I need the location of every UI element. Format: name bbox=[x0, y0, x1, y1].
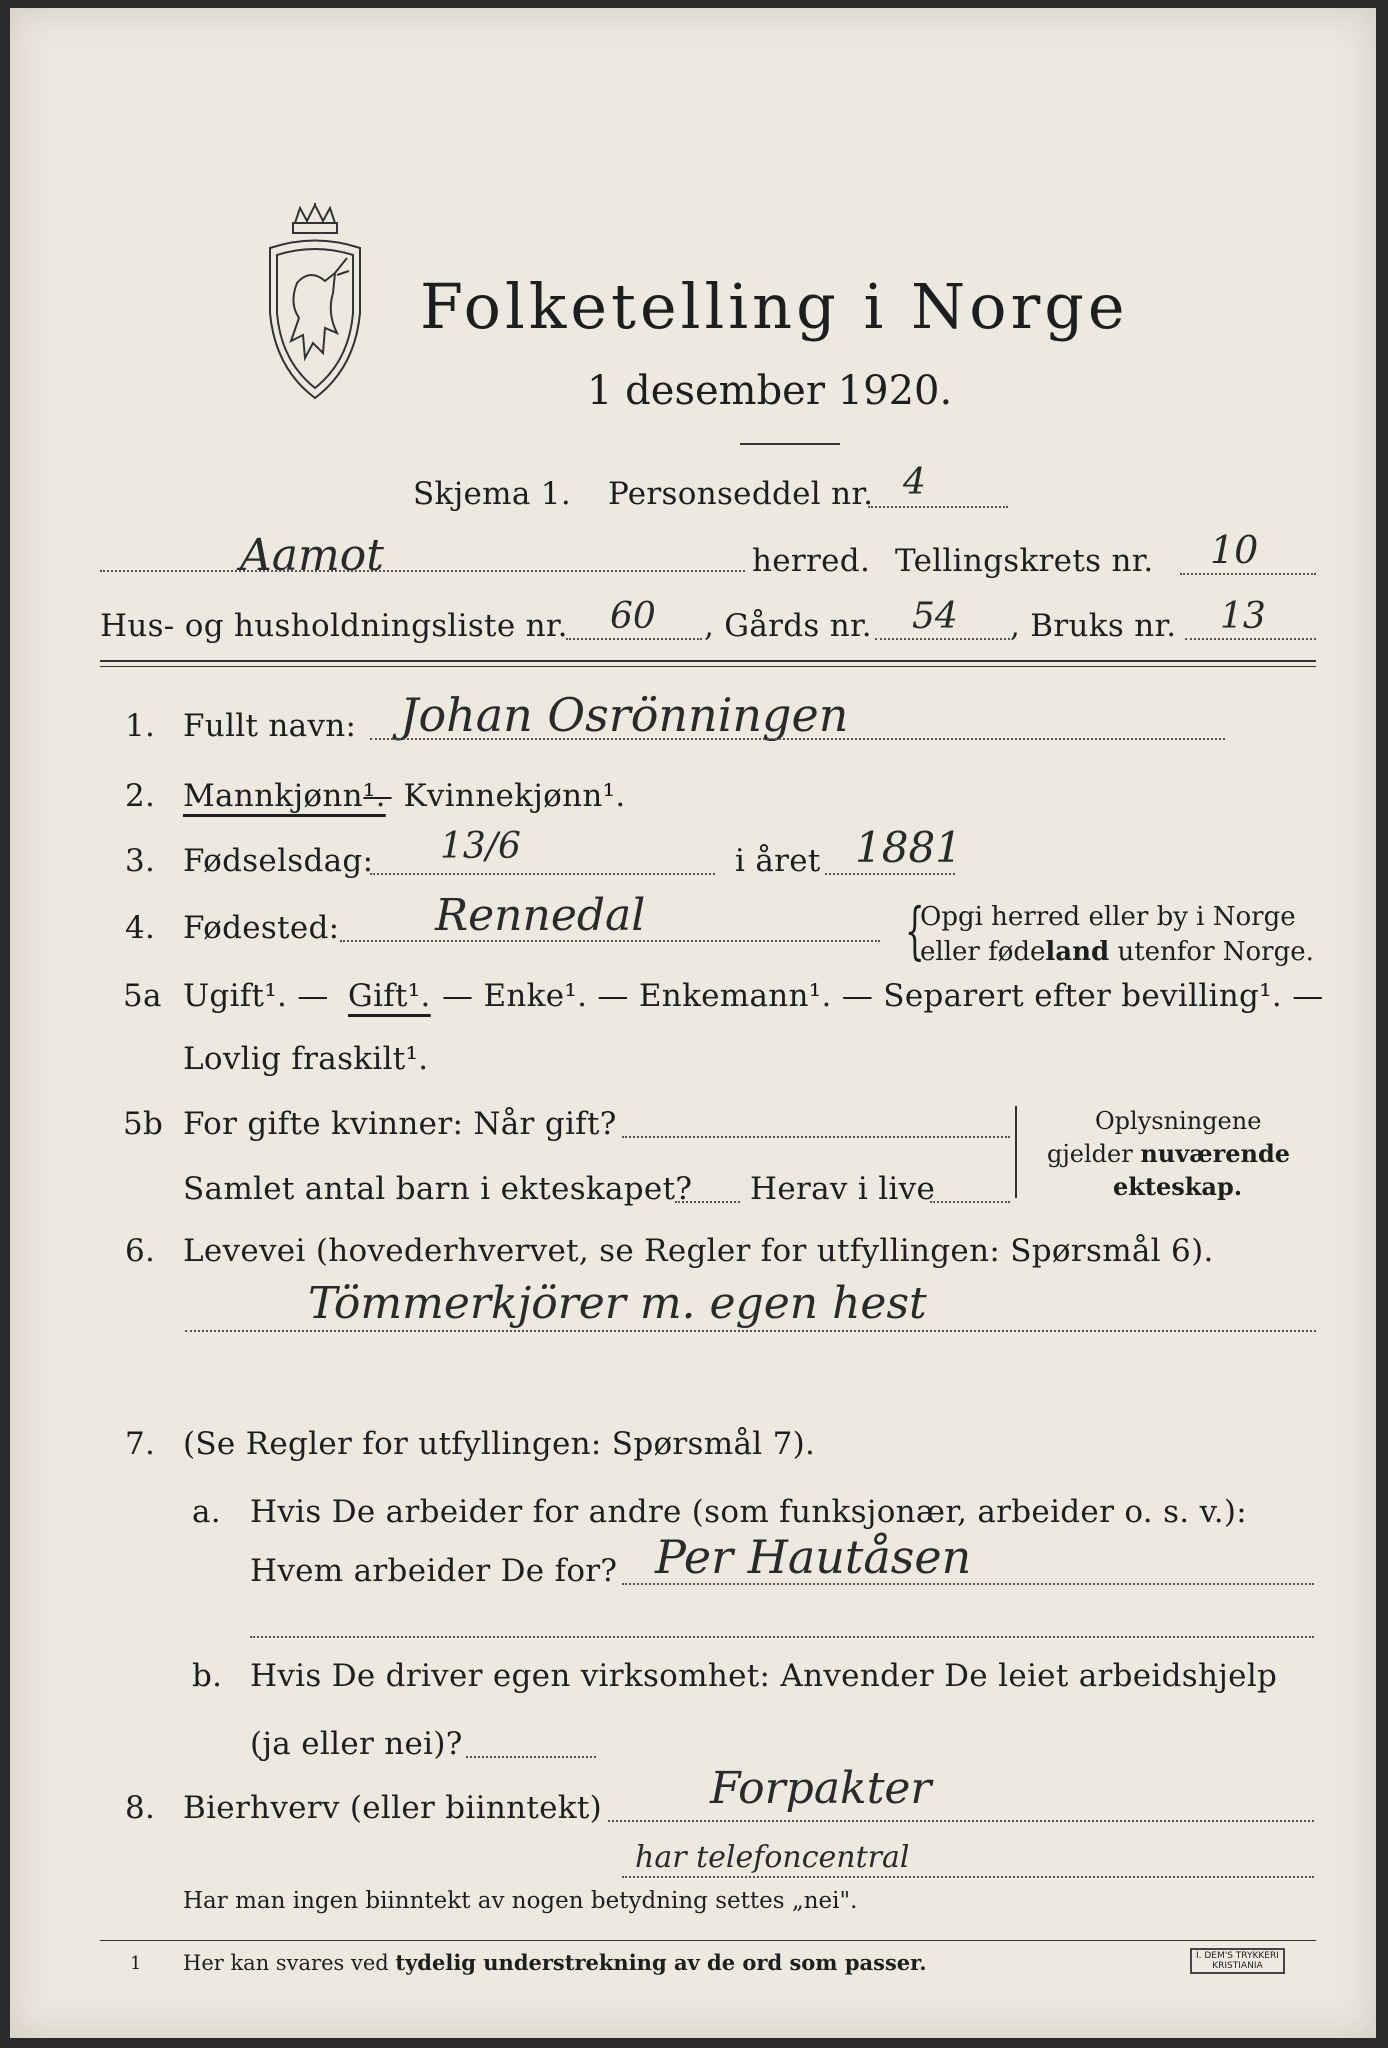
q8-number: 8. bbox=[125, 1790, 156, 1826]
birthyear-value[interactable]: 1881 bbox=[855, 823, 962, 872]
q2-number: 2. bbox=[125, 778, 156, 814]
husliste-value[interactable]: 60 bbox=[610, 596, 656, 637]
census-date: 1 desember 1920. bbox=[587, 368, 953, 414]
q7-label: (Se Regler for utfyllingen: Spørsmål 7). bbox=[183, 1426, 816, 1462]
q1-label: Fullt navn: bbox=[183, 708, 357, 744]
bruks-line bbox=[1185, 638, 1316, 640]
personseddel-line bbox=[868, 506, 1008, 508]
q7b-text: Hvis De driver egen virksomhet: Anvender De leiet arbeidshjelp bbox=[250, 1658, 1278, 1694]
gards-line bbox=[875, 638, 1010, 640]
q6-number: 6. bbox=[125, 1233, 156, 1269]
q7a-question: Hvem arbeider De for? bbox=[250, 1553, 618, 1589]
birthplace-value[interactable]: Rennedal bbox=[435, 890, 646, 941]
q4-label: Fødested: bbox=[183, 910, 340, 946]
title-rule bbox=[740, 443, 840, 445]
q4-number: 4. bbox=[125, 910, 156, 946]
schema-label: Skjema 1. bbox=[413, 476, 571, 512]
q8-label: Bierhverv (eller biinntekt) bbox=[183, 1790, 603, 1826]
full-name-line bbox=[370, 738, 1225, 740]
q3-label: Fødselsdag: bbox=[183, 843, 374, 879]
side-income-value-2[interactable]: har telefoncentral bbox=[635, 1840, 910, 1875]
marital-ugift: Ugift¹. — bbox=[183, 978, 329, 1014]
q5b-note-line2: gjelder nuværende bbox=[1047, 1139, 1291, 1168]
employer-line-2 bbox=[250, 1636, 1314, 1638]
q7-number: 7. bbox=[125, 1426, 156, 1462]
q4-note-line2: eller fødeland utenfor Norge. bbox=[920, 937, 1314, 967]
occupation-value[interactable]: Tömmerkjörer m. egen hest bbox=[308, 1278, 927, 1329]
husliste-label: Hus- og husholdningsliste nr. bbox=[100, 608, 568, 644]
coat-of-arms-icon bbox=[255, 203, 375, 403]
marital-fraskilt: Lovlig fraskilt¹. bbox=[183, 1041, 429, 1077]
q5b-number: 5b bbox=[123, 1106, 164, 1142]
children-total-label: Samlet antal barn i ekteskapet? bbox=[183, 1171, 693, 1207]
q7a-letter: a. bbox=[192, 1494, 221, 1530]
husliste-line bbox=[566, 638, 702, 640]
employer-line bbox=[622, 1583, 1314, 1585]
hired-help-line bbox=[466, 1756, 596, 1758]
personseddel-label: Personseddel nr. bbox=[608, 476, 874, 512]
no-income-note: Har man ingen biinntekt av nogen betydning settes „nei". bbox=[183, 1888, 858, 1914]
birthdate-line bbox=[370, 873, 715, 875]
when-married-line bbox=[622, 1136, 1010, 1138]
marital-gift-option[interactable]: Gift¹. bbox=[348, 978, 431, 1014]
tellingskrets-value[interactable]: 10 bbox=[1210, 528, 1259, 572]
children-total-line bbox=[675, 1201, 740, 1203]
q3-number: 3. bbox=[125, 843, 156, 879]
census-form bbox=[10, 8, 1376, 2038]
footnote-number: 1 bbox=[130, 1953, 142, 1974]
herred-line bbox=[100, 570, 745, 572]
q1-number: 1. bbox=[125, 708, 156, 744]
header-divider-2 bbox=[100, 666, 1316, 667]
footnote-text: Her kan svares ved tydelig understrekning av de ord som passer. bbox=[183, 1950, 927, 1975]
q7b-question: (ja eller nei)? bbox=[250, 1726, 463, 1762]
year-label: i året bbox=[735, 843, 821, 879]
occupation-line bbox=[185, 1330, 1316, 1332]
personseddel-value[interactable]: 4 bbox=[903, 462, 927, 503]
bruks-label: , Bruks nr. bbox=[1010, 608, 1177, 644]
gender-rest: — Kvinnekjønn¹. bbox=[362, 778, 626, 814]
footnote-rule bbox=[100, 1940, 1316, 1941]
when-married-label: For gifte kvinner: Når gift? bbox=[183, 1106, 617, 1142]
q4-note-line1: Opgi herred eller by i Norge bbox=[920, 902, 1296, 932]
q6-label: Levevei (hovederhvervet, se Regler for utfyllingen: Spørsmål 6). bbox=[183, 1233, 1214, 1269]
herred-label: herred. bbox=[752, 543, 871, 579]
q5b-note-line1: Oplysningene bbox=[1095, 1107, 1262, 1135]
tellingskrets-label: Tellingskrets nr. bbox=[895, 543, 1154, 579]
children-alive-label: Herav i live bbox=[750, 1171, 936, 1207]
marital-rest: — Enke¹. — Enkemann¹. — Separert efter bevilling¹. — bbox=[442, 978, 1324, 1014]
bruks-value[interactable]: 13 bbox=[1220, 596, 1266, 637]
side-income-line-2 bbox=[622, 1876, 1314, 1878]
q7b-letter: b. bbox=[192, 1658, 223, 1694]
employer-value[interactable]: Per Hautåsen bbox=[655, 1530, 972, 1584]
form-title: Folketelling i Norge bbox=[420, 270, 1129, 343]
q5b-brace bbox=[1015, 1106, 1021, 1198]
side-income-line bbox=[608, 1820, 1314, 1822]
full-name-value[interactable]: Johan Osrönningen bbox=[400, 688, 849, 742]
tellingskrets-line bbox=[1180, 573, 1316, 575]
herred-value[interactable]: Aamot bbox=[240, 530, 384, 581]
q5b-note-line3: ekteskap. bbox=[1113, 1172, 1243, 1201]
q5a-number: 5a bbox=[123, 978, 162, 1014]
birthdate-value[interactable]: 13/6 bbox=[440, 826, 521, 867]
birthplace-line bbox=[340, 940, 880, 942]
birthyear-line bbox=[825, 873, 955, 875]
side-income-value[interactable]: Forpakter bbox=[710, 1763, 932, 1814]
gards-label: , Gårds nr. bbox=[704, 608, 872, 644]
children-alive-line bbox=[930, 1201, 1010, 1203]
header-divider-1 bbox=[100, 660, 1316, 662]
q7a-text: Hvis De arbeider for andre (som funksjonær, arbeider o. s. v.): bbox=[250, 1494, 1248, 1530]
printer-stamp: I. DEM'S TRYKKERI KRISTIANIA bbox=[1190, 1948, 1285, 1974]
q4-brace: { bbox=[904, 894, 925, 967]
gards-value[interactable]: 54 bbox=[912, 596, 958, 637]
gender-male-option[interactable]: Mannkjønn¹. bbox=[183, 778, 386, 814]
